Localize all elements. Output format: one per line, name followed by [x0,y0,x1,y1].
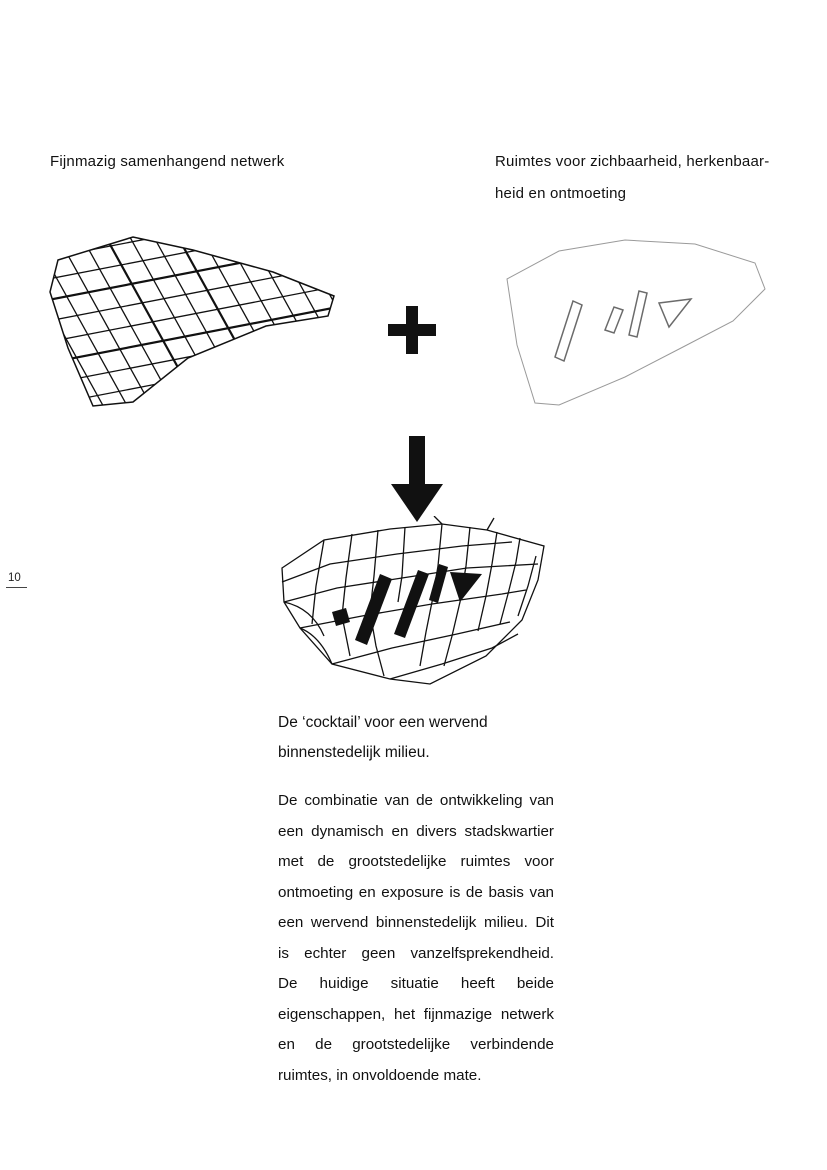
paragraph-line: De huidige situatie heeft beide [278,975,554,992]
figure-label-left-text: Fijnmazig samenhangend netwerk [50,153,285,170]
figure-label-left [50,146,310,178]
spaces-diagram [497,235,772,420]
paragraph-line: eigenschappen, het fijnmazige netwerk [278,1005,554,1023]
paragraph-line: ruimtes, in onvoldoende mate. [278,1066,482,1084]
combined-map-svg [272,516,557,706]
figure-caption-line1: De ‘cocktail’ voor een wervend [278,714,488,731]
paragraph-line: met de grootstedelijke ruimtes voor [278,853,554,870]
plus-icon [388,306,436,354]
page-number: 10 [6,572,27,588]
paragraph-line: een dynamisch en divers stadskwartier [278,822,554,840]
network-diagram [38,230,338,425]
spaces-diagram-svg [497,235,772,415]
combined-map-diagram [272,516,557,711]
figure-label-right [495,146,785,210]
body-paragraph [278,786,554,1091]
paragraph-line: een wervend binnenstedelijk milieu. Dit [278,914,554,931]
arrow-down-icon [391,436,443,522]
figure-label-right-line1: Ruimtes voor zichbaarheid, herkenbaar- [495,153,770,170]
figure-caption [278,708,563,768]
network-diagram-svg [38,230,338,420]
paragraph-line: is echter geen vanzelfsprekendheid. [278,944,554,962]
figure-label-right-line2: heid en ontmoeting [495,185,627,202]
paragraph-line: en de grootstedelijke verbindende [278,1036,554,1053]
paragraph-line: De combinatie van de ontwikkeling van [278,792,554,809]
paragraph-line: ontmoeting en exposure is de basis van [278,883,554,901]
figure-caption-line2: binnenstedelijk milieu. [278,744,430,761]
